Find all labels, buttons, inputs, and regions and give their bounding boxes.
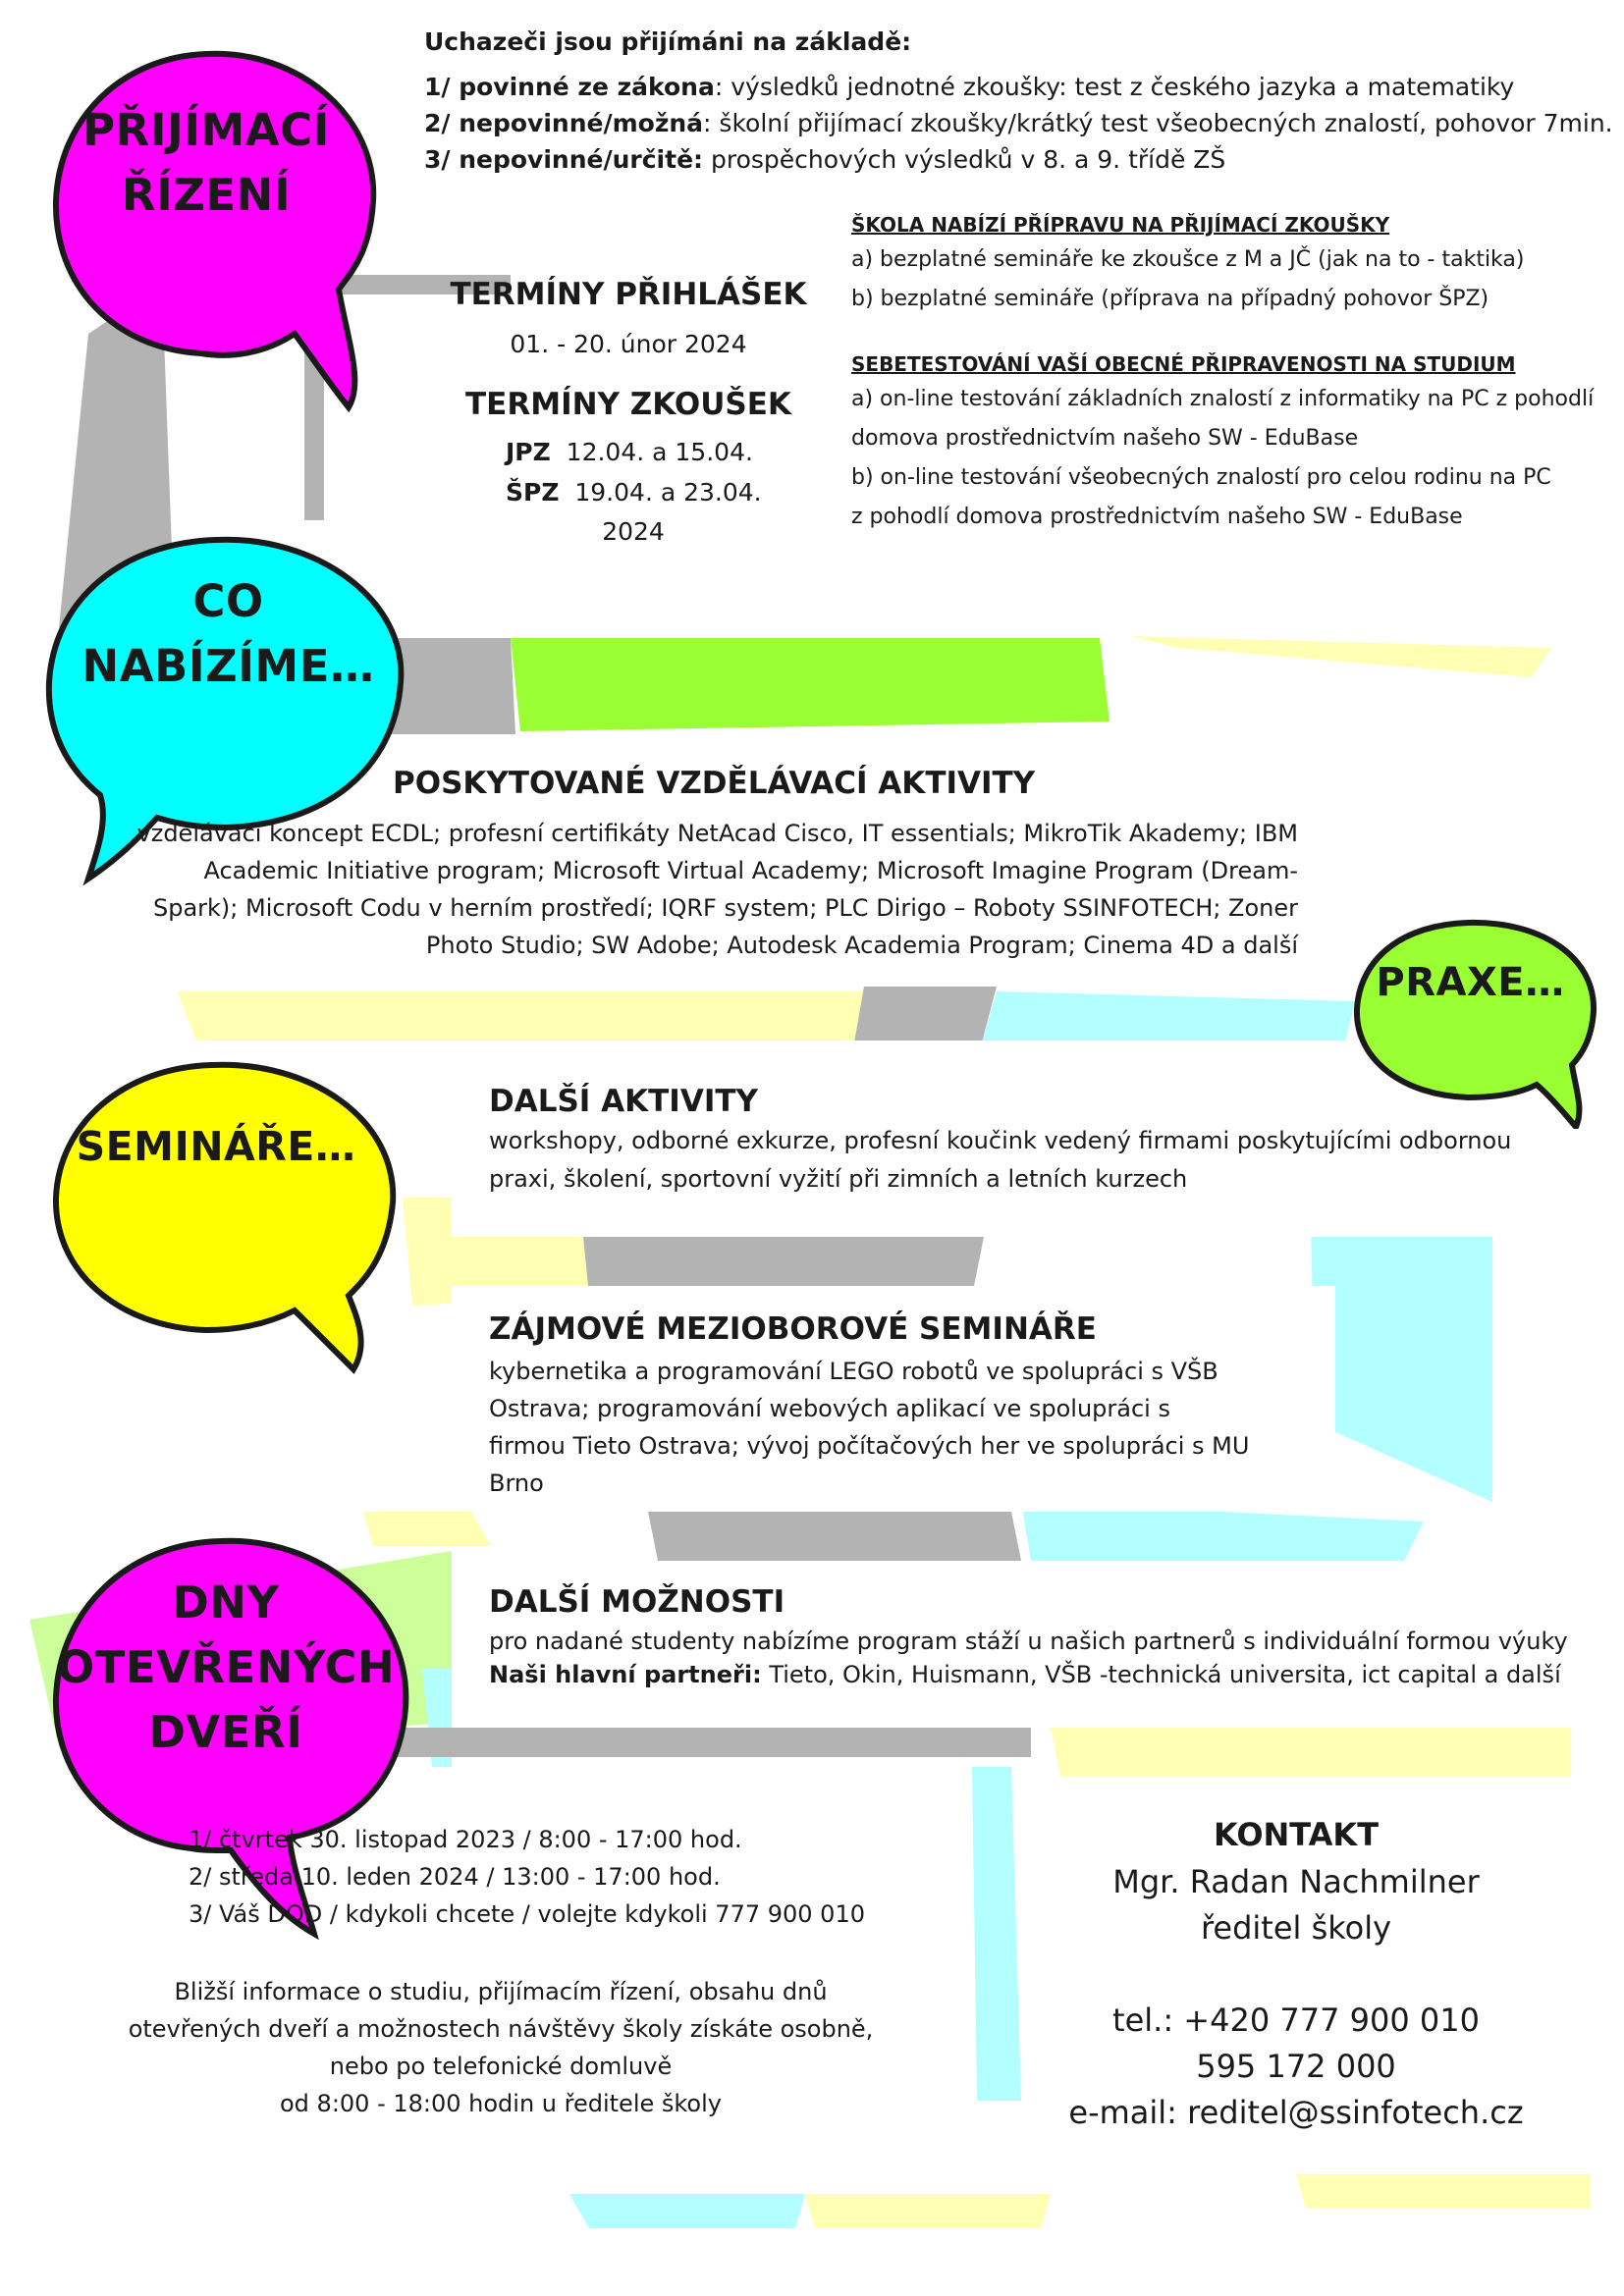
exam-spz	[506, 474, 762, 511]
green-shape	[511, 638, 1110, 731]
apply-title: TERMÍNY PŘIHLÁŠEK	[450, 277, 807, 312]
partners-label: Naši hlavní partneři:	[489, 1661, 762, 1688]
bubble-seminars	[34, 1041, 407, 1374]
interest-seminars-line-4: Brno	[489, 1469, 544, 1497]
open-days-info-3: nebo po telefonické domluvě	[329, 2053, 673, 2080]
header-item-1-lead: 1/ povinné ze zákona	[424, 73, 715, 101]
activities-title: POSKYTOVANÉ VZDĚLÁVACÍ AKTIVITY	[393, 766, 1036, 801]
contact-role: ředitel školy	[1200, 1909, 1392, 1947]
interest-seminars-line-1: kybernetika a programování LEGO robotů ve spolupráci s VŠB	[489, 1358, 1218, 1385]
bubble-open-days-line3: DVEŘÍ	[148, 1706, 303, 1758]
contact-email[interactable]: e-mail: reditel@ssinfotech.cz	[1068, 2094, 1524, 2131]
pale-yellow-shape	[1051, 1728, 1571, 1777]
other-options-line-1: pro nadané studenty nabízíme program stáží u našich partnerů s individuální formou výuky	[489, 1628, 1568, 1655]
header-item-2	[424, 105, 1613, 142]
contact-name: Mgr. Radan Nachmilner	[1112, 1863, 1480, 1900]
spz-label: ŠPZ	[506, 478, 560, 507]
header-item-2-rest: : školní přijímací zkoušky/krátký test všeobecných znalostí, pohovor 7min.	[703, 109, 1613, 137]
pale-cyan-shape	[569, 2194, 805, 2228]
other-options-title: DALŠÍ MOŽNOSTI	[489, 1584, 785, 1620]
other-options-partners	[489, 1656, 1561, 1694]
exam-jpz	[506, 434, 753, 471]
contact-tel: tel.: +420 777 900 010	[1112, 2002, 1480, 2039]
bubble-offer-line2: NABÍZÍME…	[81, 640, 375, 692]
selftest-title: SEBETESTOVÁNÍ VAŠÍ OBECNÉ PŘIPRAVENOSTI NA STUDIUM	[851, 352, 1516, 376]
jpz-dates: 12.04. a 15.04.	[566, 438, 753, 466]
open-day-2: 2/ středa 10. leden 2024 / 13:00 - 17:00 hod.	[189, 1863, 721, 1891]
bubble-admission-line2: ŘÍZENÍ	[121, 169, 292, 221]
pale-cyan-shape	[982, 991, 1355, 1042]
bubble-open-days-line2: OTEVŘENÝCH	[56, 1641, 396, 1693]
header-intro: Uchazeči jsou přijímáni na základě:	[424, 27, 912, 56]
activities-line-1: vzdělávací koncept ECDL; profesní certifikáty NetAcad Cisco, IT essentials; MikroTik Akademy; IBM	[136, 820, 1298, 847]
activities-line-4: Photo Studio; SW Adobe; Autodesk Academia Program; Cinema 4D a další	[425, 932, 1298, 959]
partners-list: Tieto, Okin, Huismann, VŠB -technická universita, ict capital a další	[761, 1661, 1561, 1688]
header-item-3	[424, 141, 1225, 179]
other-activities-line-2: praxi, školení, sportovní vyžití při zimních a letních kurzech	[489, 1165, 1188, 1193]
bubble-admission-line1: PŘIJÍMACÍ	[82, 104, 330, 156]
interest-seminars-line-2: Ostrava; programování webových aplikací ve spolupráci s	[489, 1395, 1170, 1422]
other-activities-line-1: workshopy, odborné exkurze, profesní koučink vedený firmami poskytujícími odbornou	[489, 1127, 1512, 1154]
contact-title: KONTAKT	[1213, 1816, 1380, 1853]
interest-seminars-title: ZÁJMOVÉ MEZIOBOROVÉ SEMINÁŘE	[489, 1311, 1097, 1347]
pale-yellow-shape	[805, 2194, 1051, 2228]
prep-title: ŠKOLA NABÍZÍ PŘÍPRAVU NA PŘIJÍMACÍ ZKOUŠKY	[851, 213, 1390, 237]
bubble-practice	[1340, 903, 1605, 1129]
open-day-3: 3/ Váš DOD / kdykoli chcete / volejte kdykoli 777 900 010	[189, 1900, 865, 1928]
prep-a: a) bezplatné semináře ke zkoušce z M a JČ (jak na to - taktika)	[851, 247, 1525, 272]
bubble-offer-line1: CO	[192, 575, 264, 627]
gray-shape	[854, 987, 997, 1042]
jpz-label: JPZ	[506, 438, 551, 466]
open-days-info-1: Bližší informace o studiu, přijímacím řízení, obsahu dnů	[174, 1978, 828, 2005]
header-item-3-rest: prospěchových výsledků v 8. a 9. třídě ZŠ	[703, 145, 1226, 174]
bubble-seminars-line1: SEMINÁŘE…	[76, 1123, 356, 1170]
exam-title: TERMÍNY ZKOUŠEK	[465, 387, 791, 422]
bubble-practice-line1: PRAXE…	[1376, 960, 1565, 1005]
selftest-line-1: a) on-line testování základních znalostí z informatiky na PC z pohodlí	[851, 387, 1595, 411]
header-item-3-lead: 3/ nepovinné/určitě:	[424, 145, 704, 174]
exam-year: 2024	[602, 517, 665, 546]
selftest-line-2: domova prostřednictvím našeho SW - EduBase	[851, 426, 1359, 451]
selftest-line-3: b) on-line testování všeobecných znalostí pro celou rodinu na PC	[851, 465, 1551, 490]
pale-yellow-shape	[1129, 636, 1551, 677]
spz-dates: 19.04. a 23.04.	[574, 478, 762, 507]
activities-line-2: Academic Initiative program; Microsoft Virtual Academy; Microsoft Imagine Program (Dream-	[203, 857, 1298, 884]
open-days-info-4: od 8:00 - 18:00 hodin u ředitele školy	[280, 2090, 722, 2117]
selftest-line-4: z pohodlí domova prostřednictvím našeho SW - EduBase	[851, 505, 1463, 529]
contact-tel2: 595 172 000	[1196, 2048, 1396, 2085]
pale-cyan-shape	[972, 1767, 1021, 2101]
apply-dates: 01. - 20. únor 2024	[510, 330, 747, 358]
prep-b: b) bezplatné semináře (příprava na případný pohovor ŠPZ)	[851, 287, 1489, 311]
bubble-open-days-line1: DNY	[172, 1576, 280, 1629]
gray-shape	[648, 1512, 1021, 1561]
other-activities-title: DALŠÍ AKTIVITY	[489, 1084, 758, 1119]
open-days-info-2: otevřených dveří a možnostech návštěvy školy získáte osobně,	[128, 2015, 874, 2043]
pale-yellow-shape	[1296, 2174, 1591, 2209]
activities-line-3: Spark); Microsoft Codu v herním prostředí; IQRF system; PLC Dirigo – Roboty SSINFOTECH; Zoner	[152, 894, 1298, 922]
header-item-2-lead: 2/ nepovinné/možná	[424, 109, 704, 137]
header-item-1-rest: : výsledků jednotné zkoušky: test z českého jazyka a matematiky	[714, 73, 1515, 101]
interest-seminars-line-3: firmou Tieto Ostrava; vývoj počítačových her ve spolupráci s MU	[489, 1432, 1250, 1460]
open-day-1: 1/ čtvrtek 30. listopad 2023 / 8:00 - 17:00 hod.	[189, 1826, 742, 1853]
header-item-1	[424, 69, 1514, 106]
pale-yellow-shape	[177, 991, 962, 1041]
gray-shape	[344, 1728, 1031, 1757]
